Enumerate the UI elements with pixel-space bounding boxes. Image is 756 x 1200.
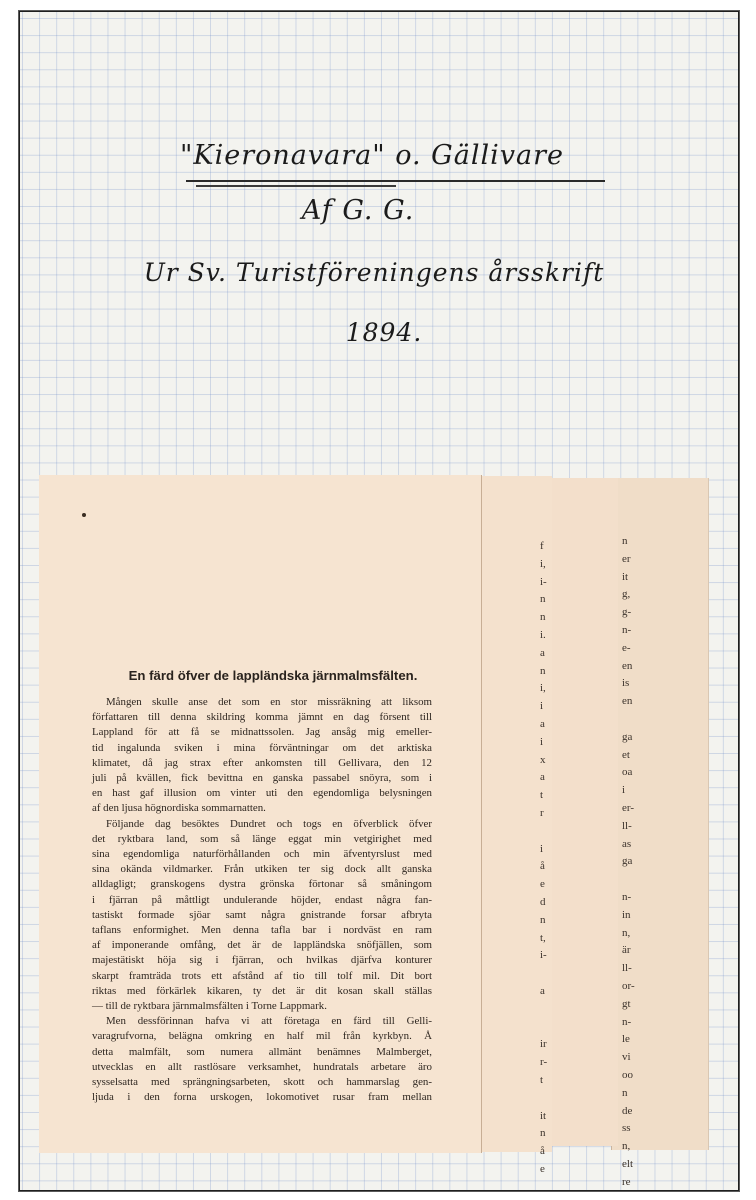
fragment-text: n, [622, 1140, 631, 1153]
article-line: skarpt framträda trots ett afstånd af tio till tolf mil. Dit bort [92, 969, 432, 982]
fragment-text: n, [622, 926, 631, 939]
fragment-text: er- [622, 801, 634, 814]
article-line: författaren till denna skildring komma jämnt en dag försent till [92, 711, 432, 724]
fragment-text [540, 1019, 547, 1037]
fragment-text: vi [622, 1051, 631, 1064]
fragment-text: et [622, 748, 630, 761]
fragment-text: it [540, 1109, 547, 1122]
clipping-edge-fragments-back [622, 533, 635, 1191]
fragment-text: de [622, 1104, 633, 1117]
article-line: det ryktbara land, som så länge eggat min vetgirighet med [92, 832, 432, 845]
fragment-text: t, [540, 931, 546, 944]
fragment-text: n [622, 1086, 628, 1099]
title-underline-second [196, 185, 396, 187]
fragment-text: i [622, 784, 626, 797]
fragment-text: a [540, 717, 545, 730]
fragment-text: is [622, 677, 630, 690]
fragment-text: i, [540, 557, 546, 570]
article-line: sina egendomliga naturförhållanden och min äfventyrslust med [92, 848, 432, 861]
fragment-text: n [540, 913, 546, 926]
fragment-text: d [540, 895, 546, 908]
article-line: majestätiskt höja sig i fjärran, och hvilkas djärfva konturer [92, 954, 432, 967]
article-line: Mången skulle anse det som en stor missräkning att liksom [106, 696, 432, 708]
fragment-text: i [540, 842, 544, 855]
fragment-text: e- [622, 641, 631, 654]
fragment-text: or- [622, 979, 635, 992]
article-line: ljuda i den forna urskogen, lokomotivet rusar fram mellan [92, 1091, 432, 1104]
fragment-text: oo [622, 1068, 633, 1081]
title-underline [186, 180, 605, 182]
fragment-text: oa [622, 766, 633, 779]
fragment-text: t [540, 789, 544, 802]
fragment-text: i- [540, 949, 547, 962]
fragment-text: ga [622, 855, 633, 868]
fragment-text: t [540, 1073, 544, 1086]
fragment-text: n- [622, 890, 632, 903]
article-line: varagrufvorna, belägna omkring en half mil från kyrkbyn. Å [92, 1030, 432, 1043]
fragment-text: i [540, 735, 544, 748]
article-line: detta malmfält, som numera allmänt benämnes Malmberget, [92, 1045, 432, 1058]
clipping-edge-fragments [540, 538, 547, 1179]
fragment-text: ll- [622, 962, 632, 975]
handwritten-source: Ur Sv. Turistföreningens årsskrift [143, 258, 605, 287]
fragment-text [622, 711, 635, 729]
fragment-text: en [622, 695, 633, 708]
fragment-text: n [622, 535, 628, 547]
fragment-text: a [540, 984, 545, 997]
fragment-text: le [622, 1033, 630, 1046]
article-line: af imponerande omfång, det är de lappländska snöfjällen, som [92, 939, 432, 952]
fragment-text: f [540, 540, 544, 552]
fragment-text: n- [622, 623, 632, 636]
fragment-text [540, 823, 547, 841]
article-line: klimatet, då jag strax efter ankomsten till Gellivara, den 12 [92, 756, 432, 769]
fragment-text: a [540, 771, 545, 784]
fragment-text: i, [540, 682, 546, 695]
fragment-text: a [540, 646, 545, 659]
article-line: utvecklas en allt rastlösare verksamhet, hundratals arbetare äro [92, 1060, 432, 1073]
fragment-text: n [540, 611, 546, 624]
fragment-text [540, 965, 547, 983]
fragment-text: ss [622, 1122, 631, 1135]
article-line: Följande dag besöktes Dundret och togs en öfverblick öfver [106, 817, 432, 830]
fragment-text: n [540, 664, 546, 677]
handwritten-author: Af G. G. [301, 195, 415, 226]
article-line: sysselsatta med sprängningsarbeten, skott och hammarslag gen- [92, 1076, 432, 1089]
article-line: — till de ryktbara järnmalmsfälten i Torne Lappmark. [92, 1000, 327, 1013]
fragment-text: å [540, 1145, 545, 1158]
fragment-text: er [622, 552, 631, 565]
fragment-text: e [540, 878, 545, 891]
fragment-text: å [540, 860, 545, 873]
handwritten-year: 1894. [345, 318, 423, 347]
article-line: riktas med förkärlek kikaren, ty det är dit kosan skall ställas [92, 984, 432, 997]
article-body [92, 695, 432, 1105]
article-line: taflans enformighet. Men denna tafla bar i nordväst en ram [92, 924, 432, 937]
ink-spot [82, 513, 86, 517]
fragment-text: n [540, 593, 546, 606]
fragment-text: i- [540, 575, 547, 588]
fragment-text: re [622, 1175, 631, 1188]
fragment-text: in [622, 908, 631, 921]
fragment-text: är [622, 944, 631, 957]
article-line: alldagligt; granskogens dystra grönska förtonar så småningom [92, 878, 432, 891]
article-line: af den ljusa högnordiska sommarnatten. [92, 802, 266, 815]
clipping-page-third [546, 478, 618, 1146]
fragment-text: r- [540, 1056, 548, 1069]
article-line: i fjärran på måttligt undulerande höjder, endast några fan- [92, 893, 432, 906]
fragment-text [540, 1090, 547, 1108]
handwritten-title: "Kieronavara" o. Gällivare [180, 140, 564, 171]
fragment-text: gt [622, 997, 631, 1010]
article-line: Men dessförinnan hafva vi att företaga en färd till Gelli- [106, 1015, 432, 1028]
fragment-text [540, 1001, 547, 1019]
article-title: En färd öfver de lappländska järnmalmsfälten. [128, 668, 418, 683]
fragment-text: n- [622, 1015, 632, 1028]
fragment-text: g- [622, 606, 632, 619]
fragment-text: r [540, 806, 544, 819]
article-line: sina okända vildmarker. Från utkiken ter sig dock allt ganska [92, 863, 432, 876]
fragment-text: as [622, 837, 632, 850]
fragment-text [622, 871, 635, 889]
article-line: juli på kvällen, fick bevittna en ganska passabel snöyra, som i [92, 772, 432, 785]
fragment-text: g, [622, 588, 631, 601]
fragment-text: en [622, 659, 633, 672]
fragment-text: i. [540, 628, 546, 641]
fragment-text: ir [540, 1038, 547, 1051]
fragment-text: n [540, 1127, 546, 1140]
article-line: tid ingalunda sviken i mina förväntningar om det arktiska [92, 741, 432, 754]
fragment-text: it [622, 570, 629, 583]
fragment-text: ga [622, 730, 633, 743]
article-line: Lappland för att få se midnattssolen. Jag ansåg mig emeller- [92, 726, 432, 739]
fragment-text: e [540, 1162, 545, 1175]
fragment-text: elt [622, 1157, 633, 1170]
fragment-text: ll- [622, 819, 632, 832]
fragment-text: i [540, 700, 544, 713]
article-line: en hast gaf illusion om vinter uti den egendomliga belysningen [92, 787, 432, 800]
fragment-text: x [540, 753, 546, 766]
article-line: tastiskt formade sjöar samt några gnistrande forsar afbryta [92, 908, 432, 921]
